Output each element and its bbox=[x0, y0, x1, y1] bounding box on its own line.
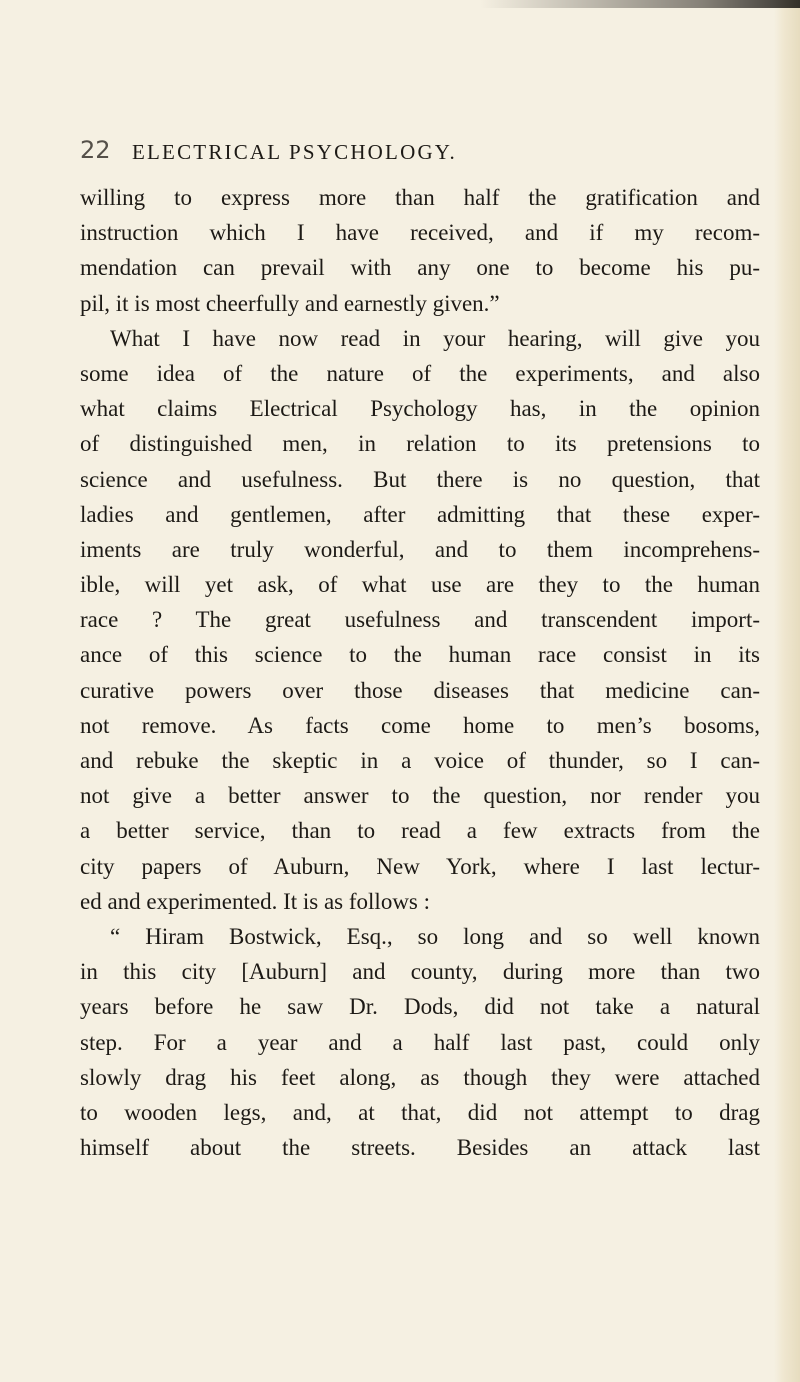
text-line: ible, will yet ask, of what use are they to the human bbox=[80, 572, 760, 598]
text-line: not remove. As facts come home to men’s bosoms, bbox=[80, 712, 760, 738]
page-edge-shadow bbox=[774, 0, 800, 1382]
text-line: pil, it is most cheerfully and earnestly given.” bbox=[80, 290, 500, 316]
text-line: willing to express more than half the gratification and bbox=[80, 185, 760, 210]
text-line: ladies and gentlemen, after admitting that these exper- bbox=[80, 501, 760, 527]
text-line: iments are truly wonderful, and to them incomprehens- bbox=[80, 536, 760, 562]
page-number: 22 bbox=[80, 136, 111, 164]
text-line: of distinguished men, in relation to its pretensions to bbox=[80, 431, 760, 457]
text-line: ance of this science to the human race consist in its bbox=[80, 642, 760, 668]
text-line: slowly drag his feet along, as though they were attached bbox=[80, 1064, 760, 1090]
text-line: race ? The great usefulness and transcendent import- bbox=[80, 607, 760, 633]
text-line: years before he saw Dr. Dods, did not take a natural bbox=[80, 994, 760, 1020]
text-line: “ Hiram Bostwick, Esq., so long and so well known bbox=[110, 923, 760, 949]
page-corner-shadow bbox=[480, 0, 800, 8]
text-line: to wooden legs, and, at that, did not attempt to drag bbox=[80, 1099, 760, 1125]
text-line: ed and experimented. It is as follows : bbox=[80, 888, 431, 914]
text-line: step. For a year and a half last past, could only bbox=[80, 1029, 760, 1055]
text-line: mendation can prevail with any one to become his pu- bbox=[80, 255, 760, 281]
text-line: city papers of Auburn, New York, where I last lectur- bbox=[80, 853, 760, 879]
running-head: ELECTRICAL PSYCHOLOGY. bbox=[132, 140, 457, 164]
text-line: curative powers over those diseases that medicine can- bbox=[80, 677, 760, 703]
body-text bbox=[80, 180, 760, 1165]
text-line: What I have now read in your hearing, will give you bbox=[110, 325, 760, 351]
text-line: himself about the streets. Besides an attack last bbox=[80, 1135, 760, 1161]
text-line: in this city [Auburn] and county, during more than two bbox=[80, 959, 760, 985]
text-line: science and usefulness. But there is no question, that bbox=[80, 466, 760, 492]
text-line: some idea of the nature of the experiments, and also bbox=[80, 360, 760, 386]
text-line: a better service, than to read a few extracts from the bbox=[80, 818, 760, 844]
text-line: instruction which I have received, and if my recom- bbox=[80, 220, 760, 246]
text-line: what claims Electrical Psychology has, in the opinion bbox=[80, 396, 760, 422]
text-line: and rebuke the skeptic in a voice of thunder, so I can- bbox=[80, 748, 760, 773]
text-line: not give a better answer to the question, nor render you bbox=[80, 783, 760, 809]
page-header bbox=[80, 136, 760, 176]
